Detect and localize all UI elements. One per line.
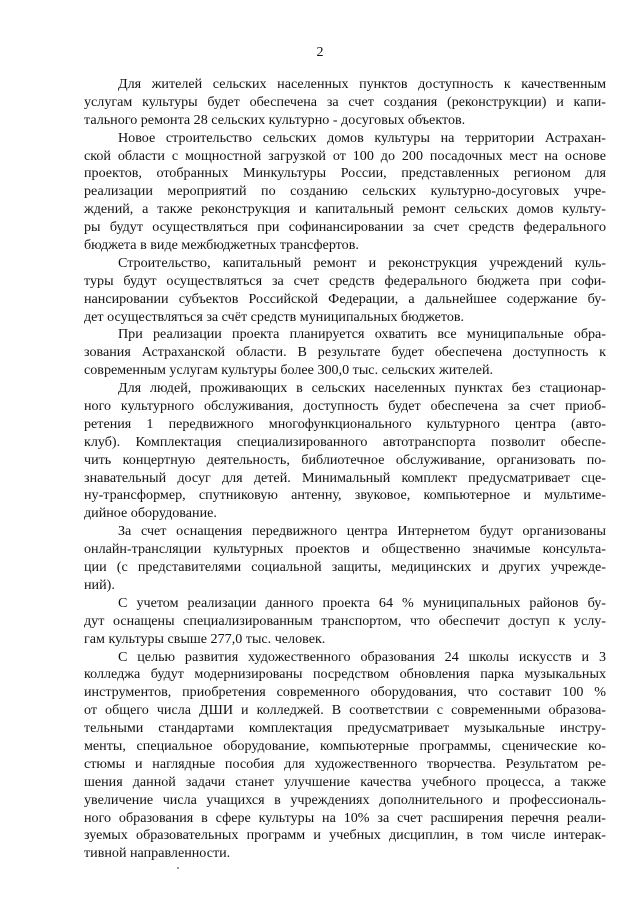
scan-speck — [177, 867, 179, 869]
text-line: При реализации проекта планируется охватить все муниципальные обра- — [118, 326, 606, 343]
text-line: Для жителей сельских населенных пунктов доступность к качественным — [118, 76, 606, 92]
text-line: ний). — [84, 576, 115, 593]
text-line: колледжа будут модернизированы посредством обновления парка музыкальных — [84, 666, 606, 683]
text-line: ного культурного обслуживания, доступность будет обеспечена за счет приоб- — [84, 398, 606, 415]
paragraph — [84, 255, 606, 327]
text-line: дет осуществляться за счёт средств муниципальных бюджетов. — [84, 308, 465, 325]
text-line: ну-трансформер, спутниковую антенну, звуковое, компьютерное и мультиме- — [84, 487, 606, 504]
text-line: стюмы и наглядные пособия для художественного творчества. Результатом ре- — [84, 755, 606, 772]
text-line: ской области с мощностной загрузкой от 100 до 200 посадочных мест на основе — [84, 147, 606, 164]
text-line: ретения 1 передвижного многофункционального культурного центра (авто- — [84, 415, 606, 432]
text-line: дийное оборудование. — [84, 505, 217, 522]
text-line: ры будут осуществляться при софинансировании за счет средств федерального — [84, 219, 606, 236]
paragraph — [84, 130, 606, 255]
text-line: шения данной задачи станет улучшение качества учебного процесса, а также — [84, 773, 606, 790]
text-line: Строительство, капитальный ремонт и реконструкция учреждений куль- — [118, 254, 606, 271]
paragraph — [84, 523, 606, 595]
text-line: зуемых образовательных программ и учебных дисциплин, в том числе интерак- — [84, 827, 606, 844]
document-body — [84, 76, 606, 863]
text-line: За счет оснащения передвижного центра Интернетом будут организованы — [118, 523, 606, 540]
text-line: ции (с представителями социальной защиты, медицинских и других учрежде- — [84, 559, 606, 576]
paragraph — [84, 326, 606, 380]
text-line: менты, специальное оборудование, компьютерные программы, сценические ко- — [84, 737, 606, 754]
paragraph — [84, 380, 606, 523]
paragraph — [84, 649, 606, 864]
text-line: онлайн-трансляции культурных проектов и общественно значимые консульта- — [84, 541, 606, 558]
text-line: Для людей, проживающих в сельских населенных пунктах без стационар- — [118, 380, 606, 397]
text-line: дут оснащены специализированным транспортом, что обеспечит доступ к услу- — [84, 612, 606, 629]
text-line: от общего числа ДШИ и колледжей. В соответствии с современными образова- — [84, 702, 606, 719]
text-line: нансировании субъектов Российской Федерации, а дальнейшее содержание бу- — [84, 290, 606, 307]
text-line: знавательный досуг для детей. Минимальный комплект предусматривает сце- — [84, 469, 606, 486]
text-line: клуб). Комплектация специализированного автотранспорта позволит обеспе- — [84, 433, 606, 450]
text-line: бюджета в виде межбюджетных трансфертов. — [84, 237, 359, 254]
text-line: зования Астраханской области. В результате будет обеспечена доступность к — [84, 344, 606, 361]
text-line: чить концертную деятельность, библиотечное обслуживание, организовать по- — [84, 451, 606, 468]
text-line: тельными стандартами комплектация предусматривает музыкальные инстру- — [84, 720, 606, 737]
text-line: тивной направленности. — [84, 845, 231, 862]
text-line: гам культуры свыше 277,0 тыс. человек. — [84, 630, 326, 647]
text-line: С целью развития художественного образования 24 школы искусств и 3 — [118, 648, 606, 665]
text-line: современным услугам культуры более 300,0 тыс. сельских жителей. — [84, 362, 494, 379]
text-line: услугам культуры будет обеспечена за счет создания (реконструкции) и капи- — [84, 93, 606, 110]
text-line: ждений, а также реконструкция и капитальный ремонт сельских домов культу- — [84, 201, 606, 218]
text-line: инструментов, приобретения современного оборудования, что составит 100 % — [84, 684, 606, 701]
text-line: ного образования в сфере культуры на 10% за счет расширения перечня реали- — [84, 809, 606, 826]
text-line: Новое строительство сельских домов культуры на территории Астрахан- — [118, 129, 606, 146]
paragraph — [84, 76, 606, 130]
text-line: проектов, отобранных Минкультуры России, представленных регионом для — [84, 165, 606, 182]
text-line: тального ремонта 28 сельских культурно - досуговых объектов. — [84, 111, 466, 128]
text-line: реализации мероприятий по созданию сельских культурно-досуговых учре- — [84, 183, 606, 200]
text-line: туры будут осуществляться за счет средств федерального бюджета при софи- — [84, 272, 606, 289]
paragraph — [84, 595, 606, 649]
text-line: увеличение числа учащихся в учреждениях дополнительного и профессиональ- — [84, 791, 606, 808]
text-line: С учетом реализации данного проекта 64 % муниципальных районов бу- — [118, 594, 606, 611]
page-number: 2 — [316, 45, 324, 60]
